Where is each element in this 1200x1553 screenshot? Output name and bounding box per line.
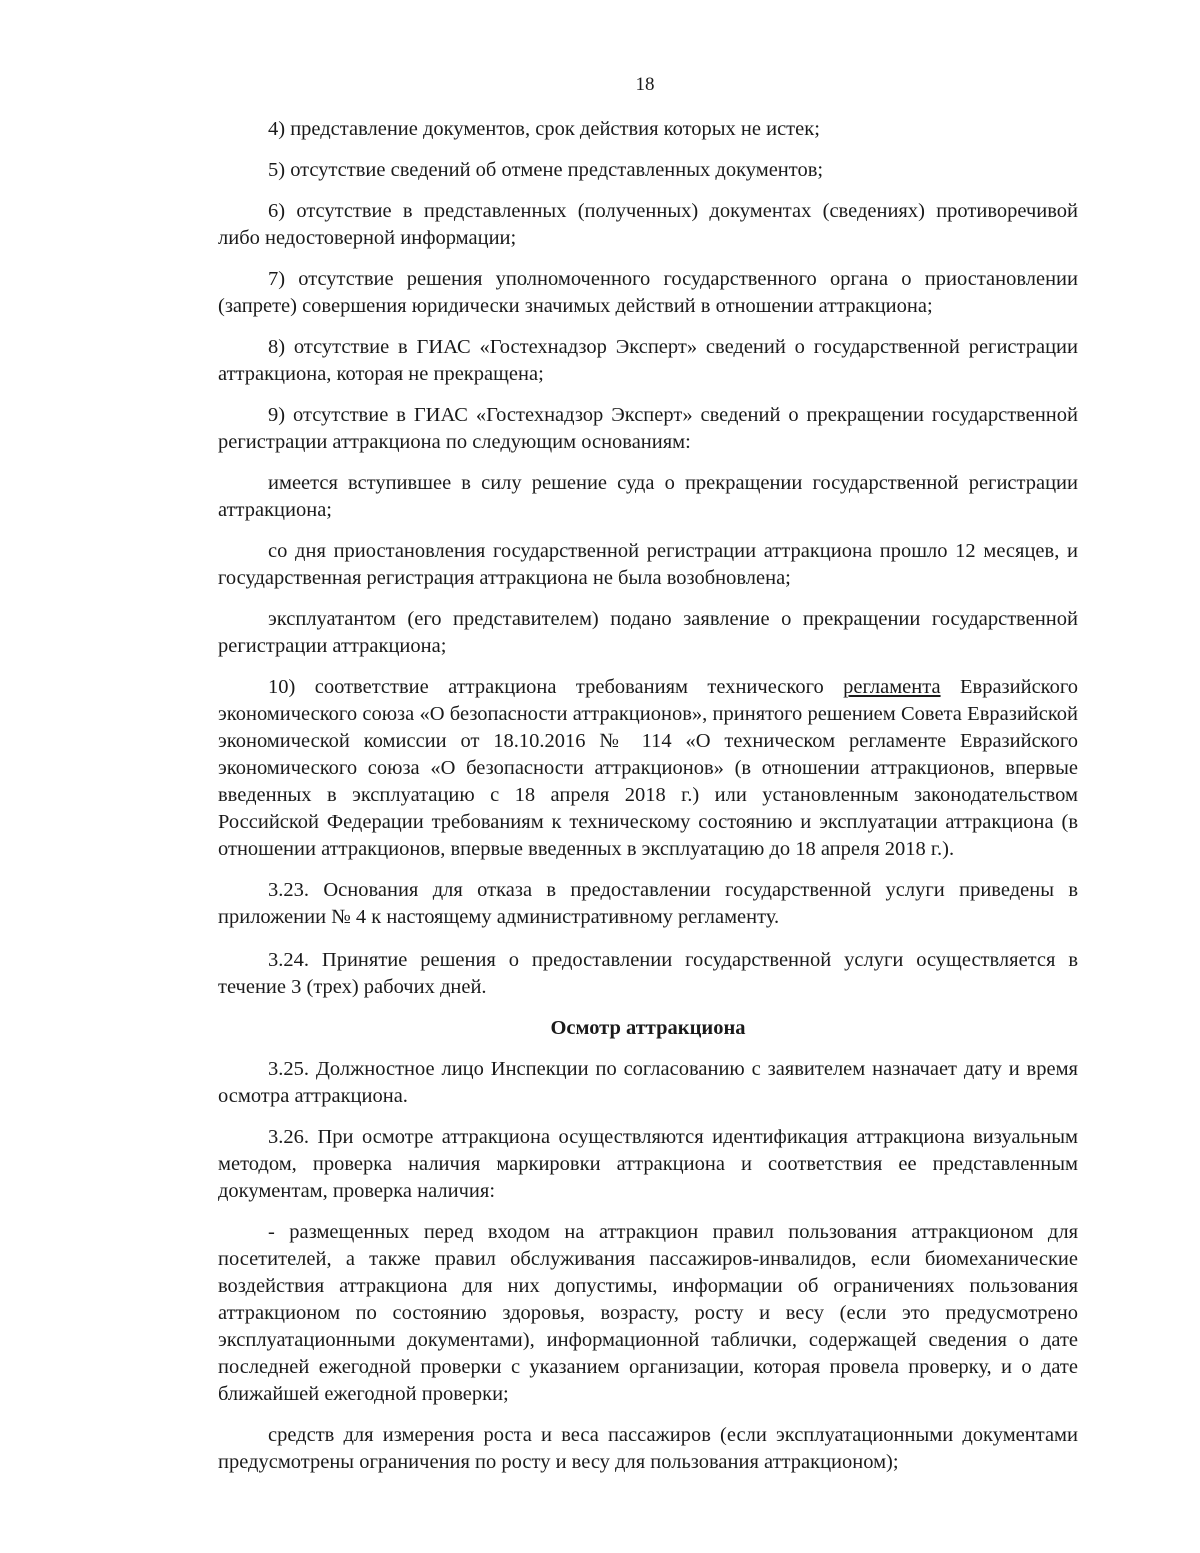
clause-3-24: 3.24. Принятие решения о предоставлении государственной услуги осуществляется в течение 3 (трех) рабочих дней. [218, 949, 1078, 998]
clause-3-23: 3.23. Основания для отказа в предоставлении государственной услуги приведены в приложении № 4 к настоящему административному регламенту. [218, 879, 1078, 928]
clause-3-25: 3.25. Должностное лицо Инспекции по согласованию с заявителем назначает дату и время осмотра аттракциона. [218, 1058, 1078, 1107]
regulation-link[interactable]: регламента [843, 676, 941, 698]
list-item-9: 9) отсутствие в ГИАС «Гостехнадзор Эксперт» сведений о прекращении государственной регистрации аттракциона по следующим основаниям: [218, 404, 1078, 453]
list-item-4: 4) представление документов, срок действия которых не истек; [268, 118, 820, 140]
page-number: 18 [635, 74, 655, 95]
section-heading: Осмотр аттракциона [550, 1017, 746, 1039]
item10-text-before: 10) соответствие аттракциона требованиям технического [268, 676, 844, 698]
item10-text-after: Евразийского экономического союза «О безопасности аттракционов», принятого решением Совета Евразийской экономической комиссии от 18.10.2016 № 114 «О техническом регламенте Евразийского экономического союза «О безопасности аттракционов» (в отношении аттракционов, впервые введенных в эксплуатацию с 18 апреля 2018 г.) или установленным законодательством Российской Федерации требованиям к техническому состоянию и эксплуатации аттракциона (в отношении аттракционов, впервые введенных в эксплуатацию до 18 апреля 2018 г.). [218, 676, 1078, 860]
list-item-10 [218, 674, 1078, 863]
bullet-measuring-means: средств для измерения роста и веса пассажиров (если эксплуатационными документами предусмотрены ограничения по росту и весу для пользования аттракционом); [218, 1424, 1078, 1473]
list-item-5: 5) отсутствие сведений об отмене представленных документов; [268, 159, 824, 181]
sub-item-court-decision: имеется вступившее в силу решение суда о прекращении государственной регистрации аттракциона; [218, 472, 1078, 521]
bullet-rules-posted: - размещенных перед входом на аттракцион правил пользования аттракционом для посетителей, а также правил обслуживания пассажиров-инвалидов, если биомеханические воздействия аттракциона для них допустимы, информации об ограничениях пользования аттракционом по состоянию здоровья, возрасту, росту и весу (если это предусмотрено эксплуатационными документами), информационной таблички, содержащей сведения о дате последней ежегодной проверки с указанием организации, которая провела проверку, и о дате ближайшей ежегодной проверки; [218, 1221, 1078, 1405]
sub-item-suspension-12-months: со дня приостановления государственной регистрации аттракциона прошло 12 месяцев, и государственная регистрация аттракциона не была возобновлена; [218, 540, 1078, 589]
clause-3-26: 3.26. При осмотре аттракциона осуществляются идентификация аттракциона визуальным методом, проверка наличия маркировки аттракциона и соответствия ее представленным документам, проверка наличия: [218, 1126, 1078, 1202]
list-item-6: 6) отсутствие в представленных (полученных) документах (сведениях) противоречивой либо недостоверной информации; [218, 200, 1078, 249]
sub-item-operator-application: эксплуатантом (его представителем) подано заявление о прекращении государственной регистрации аттракциона; [218, 608, 1078, 657]
document-body [218, 116, 1078, 1490]
list-item-7: 7) отсутствие решения уполномоченного государственного органа о приостановлении (запрете) совершения юридически значимых действий в отношении аттракциона; [218, 268, 1078, 317]
list-item-8: 8) отсутствие в ГИАС «Гостехнадзор Эксперт» сведений о государственной регистрации аттракциона, которая не прекращена; [218, 336, 1078, 385]
